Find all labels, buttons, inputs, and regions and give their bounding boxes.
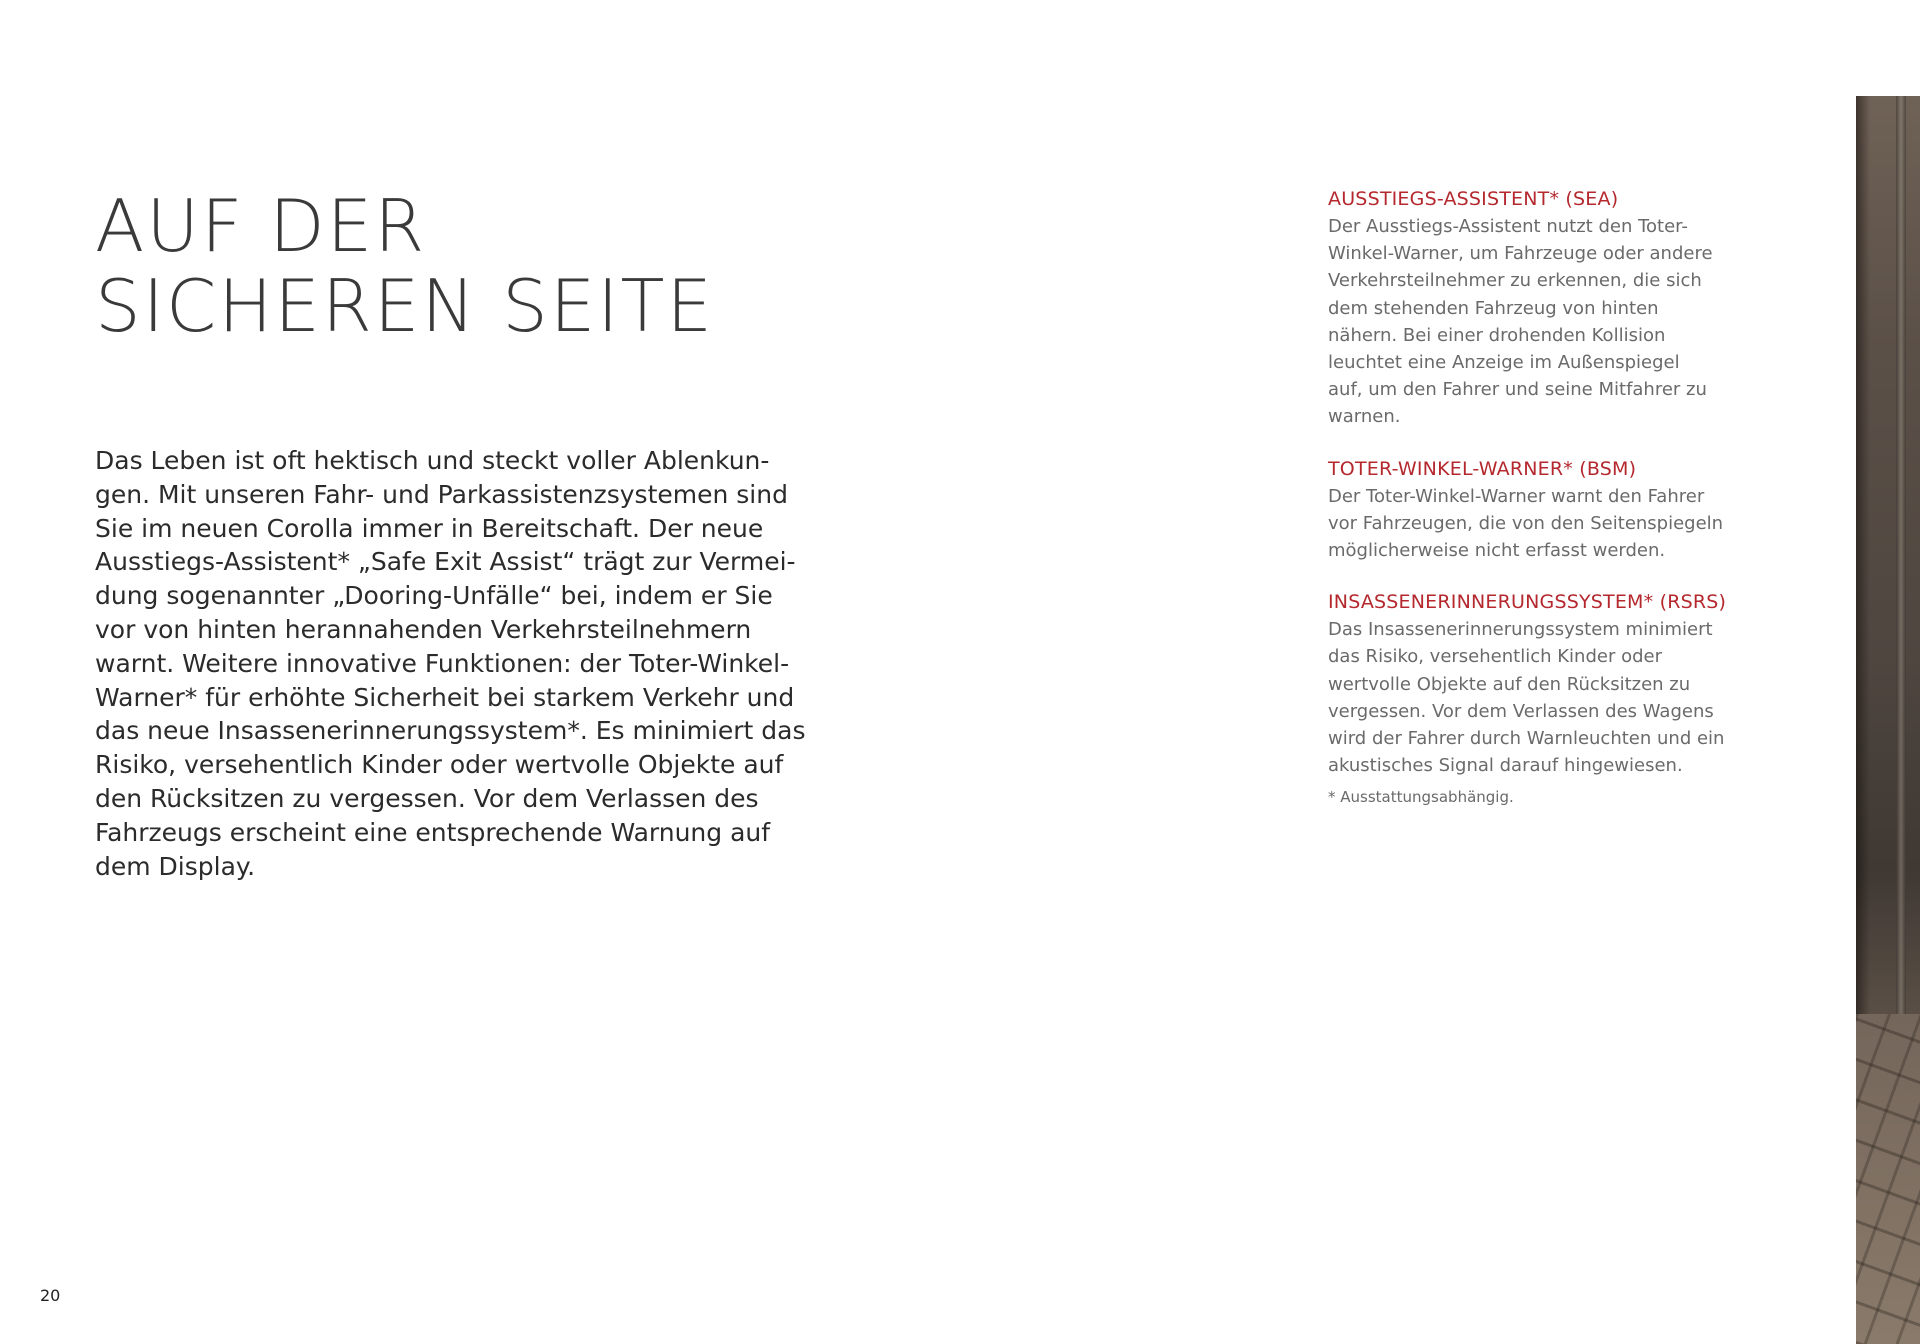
intro-line: warnt. Weitere innovative Funktionen: der Toter-Winkel- [95, 648, 790, 678]
feature-description [1328, 483, 1848, 565]
page-title-line: SICHEREN SEITE [95, 264, 715, 348]
feature-description [1328, 213, 1848, 431]
feature-rear-seat-reminder [1328, 589, 1848, 779]
feature-list [1328, 186, 1848, 808]
intro-line: Fahrzeugs erscheint eine entsprechende Warnung auf [95, 817, 771, 847]
feature-title: TOTER-WINKEL-WARNER* (BSM) [1328, 457, 1637, 480]
feature-title: INSASSENERINNERUNGSSYSTEM* (RSRS) [1328, 591, 1727, 614]
intro-line: den Rücksitzen zu vergessen. Vor dem Verlassen des [95, 783, 759, 813]
feature-line: auf, um den Fahrer und seine Mitfahrer zu [1328, 379, 1707, 401]
intro-line: dung sogenannter „Dooring-Unfälle“ bei, indem er Sie [95, 581, 773, 611]
intro-paragraph [95, 444, 815, 883]
feature-line: wertvolle Objekte auf den Rücksitzen zu [1328, 673, 1691, 695]
feature-line: leuchtet eine Anzeige im Außenspiegel [1328, 352, 1680, 374]
intro-line: vor von hinten herannahenden Verkehrsteilnehmern [95, 614, 752, 644]
intro-line: Sie im neuen Corolla immer in Bereitschaft. Der neue [95, 513, 764, 543]
feature-line: vergessen. Vor dem Verlassen des Wagens [1328, 700, 1714, 722]
feature-blind-spot-monitor [1328, 456, 1848, 565]
feature-line: vor Fahrzeugen, die von den Seitenspiegeln [1328, 512, 1724, 534]
intro-line: Risiko, versehentlich Kinder oder wertvolle Objekte auf [95, 750, 784, 780]
feature-line: wird der Fahrer durch Warnleuchten und ein [1328, 728, 1725, 750]
feature-line: Das Insassenerinnerungssystem minimiert [1328, 619, 1713, 641]
feature-line: akustisches Signal darauf hingewiesen. [1328, 755, 1683, 777]
feature-line: möglicherweise nicht erfasst werden. [1328, 540, 1666, 562]
intro-line: dem Display. [95, 851, 256, 881]
cropped-photo [1856, 96, 1920, 1344]
photo-paving [1856, 1014, 1920, 1344]
page-title [95, 186, 714, 346]
feature-line: Der Toter-Winkel-Warner warnt den Fahrer [1328, 485, 1705, 507]
feature-line: dem stehenden Fahrzeug von hinten [1328, 297, 1659, 319]
feature-line: nähern. Bei einer drohenden Kollision [1328, 324, 1666, 346]
feature-safe-exit-assist [1328, 186, 1848, 431]
intro-line: gen. Mit unseren Fahr- und Parkassistenzsystemen sind [95, 479, 788, 509]
intro-line: Das Leben ist oft hektisch und steckt voller Ablenkun- [95, 446, 770, 475]
intro-line: Ausstiegs-Assistent* „Safe Exit Assist“ trägt zur Vermei- [95, 547, 796, 577]
intro-line: das neue Insassenerinnerungssystem*. Es minimiert das [95, 716, 806, 746]
feature-description [1328, 616, 1848, 779]
feature-title: AUSSTIEGS-ASSISTENT* (SEA) [1328, 188, 1619, 210]
footnote: * Ausstattungsabhängig. [1328, 788, 1514, 807]
feature-line: das Risiko, versehentlich Kinder oder [1328, 646, 1662, 668]
page-title-line: AUF DER [95, 184, 427, 268]
feature-line: Der Ausstiegs-Assistent nutzt den Toter- [1328, 216, 1688, 237]
feature-line: warnen. [1328, 406, 1401, 428]
feature-line: Verkehrsteilnehmer zu erkennen, die sich [1328, 270, 1702, 292]
intro-line: Warner* für erhöhte Sicherheit bei starkem Verkehr und [95, 682, 795, 712]
page-number: 20 [40, 1286, 61, 1305]
feature-line: Winkel-Warner, um Fahrzeuge oder andere [1328, 243, 1713, 265]
